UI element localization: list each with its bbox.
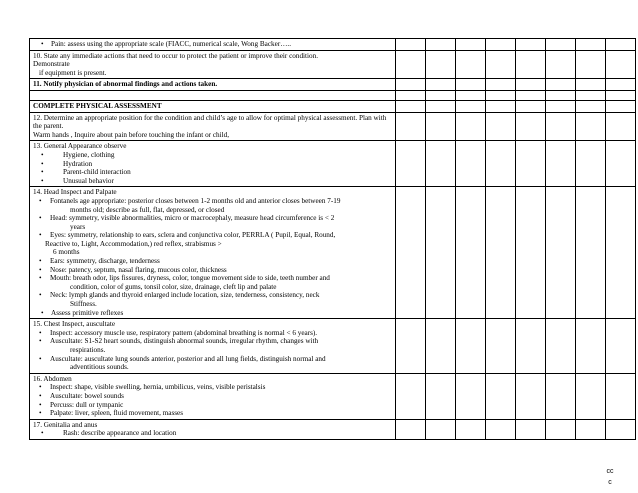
cell-content [30, 39, 395, 50]
checklist-cell [396, 50, 426, 79]
checklist-cell [426, 100, 456, 112]
checklist-cell [546, 79, 576, 91]
checklist-cell [516, 50, 546, 79]
list-item [33, 214, 393, 231]
checklist-cell [576, 39, 606, 51]
list-item [33, 197, 393, 214]
section-heading: 11. Notify physician of abnormal findings and actions taken. [33, 80, 218, 89]
checklist-cell [426, 39, 456, 51]
list-item [33, 329, 393, 338]
text-line: 12. Determine an appropriate position for the condition and child’s age to allow for optimal physical assessment. Plan with the parent. [33, 113, 387, 131]
row-text-cell [30, 79, 396, 91]
list-item [33, 355, 393, 372]
checklist-cell [426, 112, 456, 141]
list-item-continuation: respirations. [70, 346, 106, 354]
checklist-cell [456, 100, 486, 112]
checklist-cell [396, 112, 426, 141]
checklist-cell [546, 373, 576, 419]
row-text-cell [30, 100, 396, 112]
table-row [30, 141, 636, 187]
list-item-text: Fontanels age appropriate: posterior closes between 1-2 months old and anterior closes between 7-19 [50, 196, 341, 205]
cell-content [30, 91, 395, 100]
checklist-cell [576, 187, 606, 319]
list-item-continuation: adventitious sounds. [70, 363, 129, 372]
checklist-cell [456, 141, 486, 187]
checklist-cell [516, 112, 546, 141]
section-heading: COMPLETE PHYSICAL ASSESSMENT [33, 101, 162, 110]
checklist-cell [396, 373, 426, 419]
checklist-cell [396, 100, 426, 112]
list-item-text: Palpate: liver, spleen, fluid movement, masses [50, 409, 184, 418]
table-row [30, 100, 636, 112]
checklist-cell [456, 79, 486, 91]
corner-mark [604, 466, 616, 488]
checklist-cell [546, 319, 576, 374]
section-heading: 14. Head Inspect and Palpate [33, 188, 117, 197]
cell-content [30, 113, 395, 141]
checklist-cell [426, 319, 456, 374]
list-item [33, 337, 393, 354]
bullet-list [33, 329, 393, 372]
section-heading: 15. Chest Inspect, auscultate [33, 320, 116, 329]
text-line: Reactive to, Light, Accommodation,) red reflex, strabismus > [45, 239, 222, 248]
checklist-cell [486, 141, 516, 187]
row-text-cell [30, 319, 396, 374]
checklist-cell [546, 419, 576, 439]
row-text-cell [30, 373, 396, 419]
list-item-text: Percuss: dull or tympanic [50, 400, 124, 409]
checklist-cell [516, 39, 546, 51]
checklist-cell [546, 100, 576, 112]
list-item [33, 231, 393, 240]
checklist-cell [606, 79, 636, 91]
checklist-cell [516, 100, 546, 112]
checklist-cell [456, 319, 486, 374]
cell-content [30, 141, 395, 186]
checklist-cell [456, 90, 486, 100]
cell-content [30, 319, 395, 373]
checklist-cell [396, 319, 426, 374]
list-item-text: Inspect: shape, visible swelling, hernia, umbilicus, veins, visible peristalsis [50, 383, 266, 392]
list-item [33, 401, 393, 410]
list-item-text: Nose: patency, septum, nasal flaring, mucous color, thickness [50, 265, 227, 274]
list-item: • Parent-child interaction [33, 168, 393, 177]
checklist-cell [426, 79, 456, 91]
checklist-cell [486, 100, 516, 112]
checklist-cell [456, 112, 486, 141]
list-item [33, 266, 393, 275]
assessment-table [29, 38, 636, 440]
checklist-cell [486, 373, 516, 419]
cell-content [30, 51, 395, 79]
list-item: • Hydration [33, 160, 393, 169]
list-item-continuation: years [70, 222, 86, 231]
row-text-cell [30, 419, 396, 439]
list-item-text: Auscultate: S1-S2 heart sounds, distinguish abnormal sounds, irregular rhythm, changes with [50, 337, 319, 346]
checklist-cell [606, 39, 636, 51]
checklist-cell [486, 187, 516, 319]
section-heading: 16. Abdomen [33, 374, 72, 383]
text-line: Warm hands , Inquire about pain before touching the infant or child, [33, 130, 230, 139]
table-row [30, 79, 636, 91]
checklist-cell [546, 141, 576, 187]
checklist-cell [396, 141, 426, 187]
checklist-cell [606, 319, 636, 374]
list-item: • Unusual behavior [33, 177, 393, 186]
checklist-cell [576, 50, 606, 79]
text-line: 6 months [53, 248, 80, 257]
bullet-list [33, 197, 393, 240]
cell-content [30, 187, 395, 318]
checklist-cell [576, 373, 606, 419]
list-item-text: Ears: symmetry, discharge, tenderness [50, 257, 160, 266]
checklist-cell [516, 187, 546, 319]
checklist-cell [606, 112, 636, 141]
checklist-cell [396, 419, 426, 439]
bullet-list [33, 383, 393, 417]
checklist-cell [576, 79, 606, 91]
checklist-cell [396, 79, 426, 91]
list-item [33, 383, 393, 392]
checklist-cell [486, 419, 516, 439]
section-heading: 17. Genitalia and anus [33, 420, 98, 429]
cell-content [30, 374, 395, 419]
checklist-cell [396, 90, 426, 100]
checklist-cell [546, 112, 576, 141]
checklist-cell [396, 187, 426, 319]
checklist-cell [606, 50, 636, 79]
list-item [33, 274, 393, 291]
list-item-text: Mouth: breath odor, lips fissures, dryness, color, tongue movement side to side, teeth number and [50, 274, 330, 283]
list-item [33, 291, 393, 308]
checklist-cell [456, 187, 486, 319]
list-item: • Assess primitive reflexes [33, 309, 393, 318]
checklist-cell [516, 90, 546, 100]
list-item-text: Auscultate: auscultate lung sounds anterior, posterior and all lung fields, distinguish normal and [50, 354, 326, 363]
checklist-cell [576, 90, 606, 100]
list-item: • Pain: assess using the appropriate scale (FIACC, numerical scale, Wong Backer….. [33, 40, 393, 49]
checklist-cell [546, 39, 576, 51]
checklist-cell [486, 90, 516, 100]
table-row [30, 90, 636, 100]
table-row [30, 319, 636, 374]
checklist-cell [426, 187, 456, 319]
row-text-cell [30, 90, 396, 100]
checklist-cell [606, 373, 636, 419]
text-line: 10. State any immediate actions that need to occur to protect the patient or improve their condition. [33, 51, 319, 60]
row-text-cell [30, 112, 396, 141]
corner-line-2: c [608, 479, 612, 486]
row-text-cell [30, 39, 396, 51]
text-line: Demonstrate [33, 60, 70, 69]
list-item [33, 392, 393, 401]
checklist-cell [576, 419, 606, 439]
checklist-cell [456, 39, 486, 51]
checklist-cell [606, 419, 636, 439]
list-item-text: Head: symmetry, visible abnormalities, micro or macrocephaly, measure head circumference is < 2 [50, 214, 335, 223]
list-item-continuation: condition, color of gums, tonsil color, size, drainage, cleft lip and palate [70, 282, 277, 291]
row-text-cell [30, 141, 396, 187]
checklist-cell [486, 112, 516, 141]
checklist-cell [546, 50, 576, 79]
checklist-cell [486, 39, 516, 51]
list-item [33, 409, 393, 418]
checklist-cell [606, 100, 636, 112]
checklist-cell [606, 187, 636, 319]
table-row [30, 187, 636, 319]
table-row [30, 112, 636, 141]
list-item-text: Auscultate: bowel sounds [50, 391, 124, 400]
list-item-continuation: Stiffness. [70, 300, 97, 309]
row-text-cell [30, 50, 396, 79]
checklist-cell [606, 141, 636, 187]
list-item-continuation: months old; describe as full, flat, depressed, or closed [70, 205, 225, 214]
list-item-text: Neck: lymph glands and thyroid enlarged include location, size, tenderness, consistency, neck [50, 291, 320, 300]
bullet-list [33, 429, 393, 438]
cell-content [30, 79, 395, 90]
table-row [30, 39, 636, 51]
checklist-cell [576, 141, 606, 187]
checklist-cell [516, 141, 546, 187]
bullet-list [33, 151, 393, 185]
section-heading: 13. General Appearance observe [33, 142, 127, 151]
checklist-cell [486, 50, 516, 79]
indented-line: if equipment is present. [39, 68, 107, 77]
checklist-cell [576, 319, 606, 374]
checklist-cell [426, 141, 456, 187]
checklist-cell [426, 419, 456, 439]
checklist-cell [516, 319, 546, 374]
checklist-cell [546, 187, 576, 319]
checklist-cell [426, 373, 456, 419]
checklist-cell [576, 100, 606, 112]
corner-line-1: cc [606, 468, 614, 475]
bullet-list [33, 40, 393, 49]
cell-content [30, 101, 395, 112]
list-item: • Rash: describe appearance and location [33, 429, 393, 438]
list-item-text: Eyes: symmetry, relationship to ears, sclera and conjunctiva color, PERRLA ( Pupil, Equal, Round, [50, 231, 336, 240]
checklist-cell [396, 39, 426, 51]
checklist-cell [426, 90, 456, 100]
checklist-cell [606, 90, 636, 100]
checklist-cell [546, 90, 576, 100]
checklist-cell [486, 319, 516, 374]
table-row [30, 373, 636, 419]
bullet-list [33, 309, 393, 318]
checklist-cell [516, 419, 546, 439]
row-text-cell [30, 187, 396, 319]
checklist-cell [426, 50, 456, 79]
table-row [30, 419, 636, 439]
list-item-text: Inspect: accessory muscle use, respiratory pattern (abdominal breathing is normal < 6 years). [50, 328, 318, 337]
checklist-cell [576, 112, 606, 141]
list-item [33, 257, 393, 266]
checklist-cell [456, 419, 486, 439]
checklist-cell [516, 79, 546, 91]
cell-content [30, 420, 395, 439]
checklist-cell [486, 79, 516, 91]
checklist-cell [456, 50, 486, 79]
checklist-cell [456, 373, 486, 419]
checklist-cell [516, 373, 546, 419]
list-item: • Hygiene, clothing [33, 151, 393, 160]
table-row [30, 50, 636, 79]
bullet-list [33, 257, 393, 309]
